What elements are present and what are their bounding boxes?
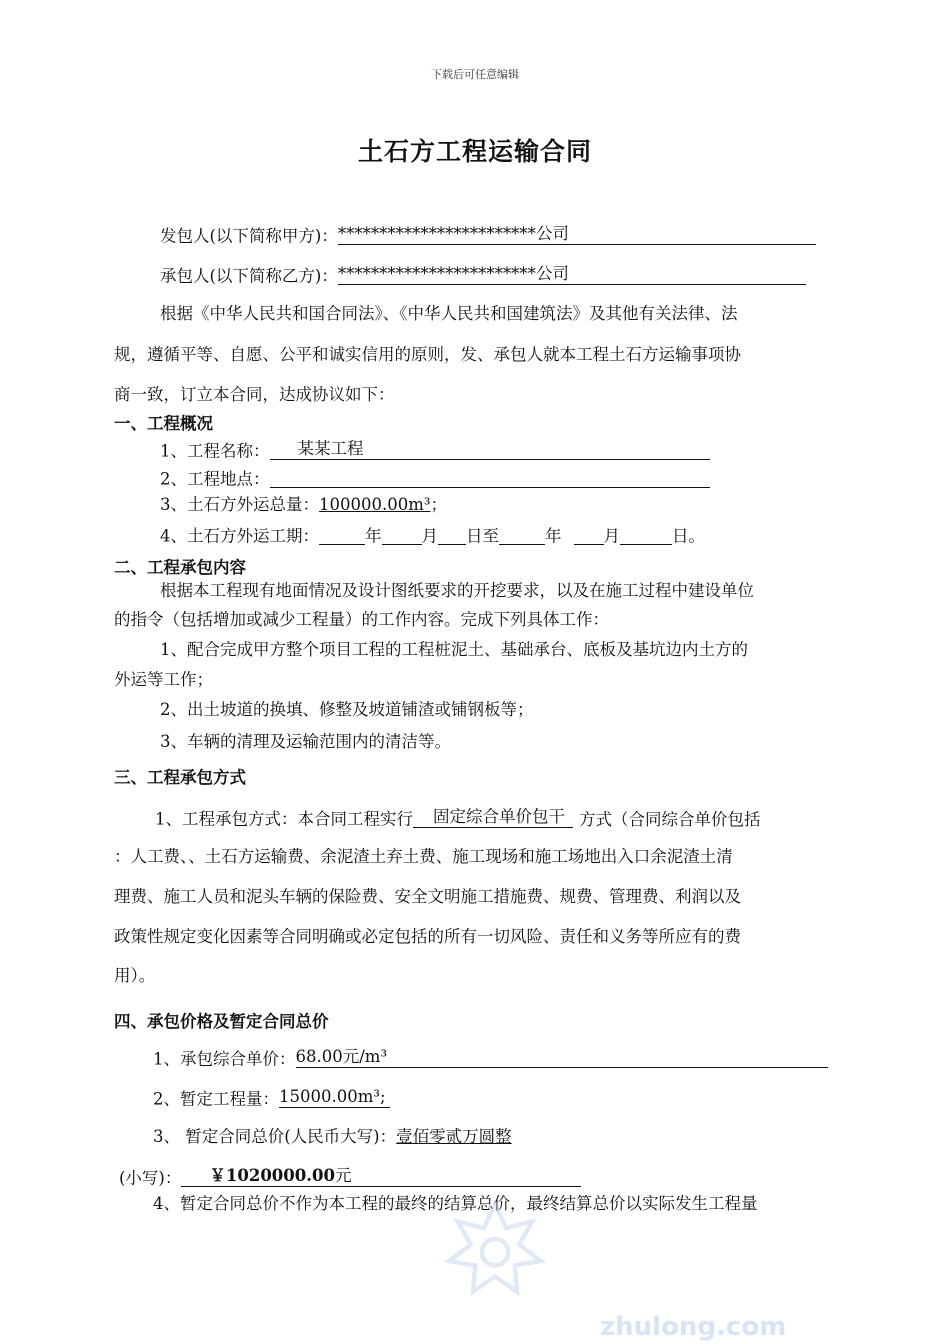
s2-para-line-2: 的指令（包括增加或减少工程量）的工作内容。完成下列具体工作：	[114, 610, 609, 629]
project-name-value: 某某工程	[297, 439, 364, 458]
header-note: 下载后可任意编辑	[431, 68, 519, 81]
total-line	[153, 1129, 512, 1146]
party-a-value-field	[338, 226, 816, 245]
project-name-label: 1、工程名称：	[160, 441, 270, 461]
project-site-field	[270, 469, 710, 488]
intro-line-3: 商一致，订立本合同，达成协议如下：	[114, 385, 395, 404]
quantity-label: 2、暂定工程量：	[153, 1089, 279, 1109]
s2-item1-line-1: 1、配合完成甲方整个项目工程的工程桩泥土、基础承台、底板及基坑边内土方的	[160, 640, 748, 659]
total-label: 3、 暂定合同总价(人民币大写)：	[153, 1127, 397, 1146]
total-small-value: ￥1020000.00	[209, 1166, 335, 1185]
period-end-year-blank	[499, 526, 545, 545]
volume-label: 3、土石方外运总量：	[160, 495, 319, 514]
period-year: 年	[365, 526, 382, 546]
period-year-blank	[319, 526, 365, 545]
period-month: 月	[421, 526, 438, 546]
project-name-field	[270, 441, 710, 460]
s3-line-4: 政策性规定变化因素等合同明确或必定包括的所有一切风险、责任和义务等所应有的费	[114, 927, 741, 946]
total-small-unit: 元	[334, 1166, 352, 1185]
party-b-line	[160, 266, 806, 285]
party-b-value: ************************公司	[337, 264, 569, 283]
s3-line-3: 理费、施工人员和泥头车辆的保险费、安全文明施工措施费、规费、管理费、利润以及	[114, 887, 741, 906]
party-a-line	[160, 226, 816, 245]
contract-mode-field	[413, 809, 573, 828]
volume-line	[160, 497, 447, 514]
period-end-day: 日。	[672, 526, 705, 546]
total-small-line	[119, 1168, 581, 1187]
total-value: 壹佰零贰万圆整	[396, 1127, 512, 1146]
period-label: 4、土石方外运工期：	[160, 526, 319, 546]
party-b-value-field	[338, 266, 806, 285]
quantity-value: 15000.00m³;	[279, 1087, 386, 1106]
party-a-value: ************************公司	[337, 224, 569, 243]
intro-line-2: 规，遵循平等、自愿、公平和诚实信用的原则，发、承包人就本工程土石方运输事项协	[114, 345, 741, 364]
project-name-line	[160, 441, 710, 460]
period-end-day-blank	[620, 526, 672, 545]
total-small-field	[181, 1168, 581, 1187]
quantity-line	[153, 1089, 390, 1108]
volume-end: ；	[430, 495, 447, 514]
party-b-label: 承包人(以下简称乙方)：	[160, 266, 338, 286]
project-site-label: 2、工程地点：	[160, 469, 270, 489]
quantity-field	[279, 1089, 390, 1108]
unit-price-line	[153, 1049, 828, 1068]
s2-item1-line-2: 外运等工作；	[114, 670, 213, 689]
section-3-heading: 三、工程承包方式	[114, 768, 246, 787]
watermark-text: zhulong.com	[600, 1312, 787, 1342]
period-day-to: 日至	[466, 526, 499, 546]
total-small-label: (小写)：	[119, 1168, 182, 1188]
snowflake-logo-icon	[440, 1195, 550, 1305]
project-site-line	[160, 469, 710, 488]
page-title: 土石方工程运输合同	[357, 137, 592, 166]
s3-line-2: ：人工费、、土石方运输费、余泥渣土弃土费、施工现场和施工场地出入口余泥渣土清	[114, 847, 733, 866]
s3-line-1-end: 方式（合同综合单价包括	[579, 809, 761, 829]
s2-item2: 2、出土坡道的换填、修整及坡道铺渣或铺钢板等；	[160, 700, 534, 719]
intro-line-1: 根据《中华人民共和国合同法》、《中华人民共和国建筑法》及其他有关法律、法	[160, 304, 738, 323]
period-end-month: 月	[603, 526, 620, 546]
s4-item4: 4、暂定合同总价不作为本工程的最终的结算总价，最终结算总价以实际发生工程量	[153, 1194, 758, 1213]
volume-value: 100000.00m³	[319, 495, 431, 514]
party-a-label: 发包人(以下简称甲方)：	[160, 226, 338, 246]
unit-price-label: 1、承包综合单价：	[153, 1049, 296, 1069]
period-day-blank	[438, 526, 466, 545]
period-end-month-blank	[574, 526, 604, 545]
section-2-heading: 二、工程承包内容	[114, 558, 246, 577]
s2-para-line-1: 根据本工程现有地面情况及设计图纸要求的开挖要求，以及在施工过程中建设单位	[160, 581, 754, 600]
section-4-heading: 四、承包价格及暂定合同总价	[114, 1012, 329, 1031]
s2-item3: 3、车辆的清理及运输范围内的清洁等。	[160, 732, 451, 751]
period-month-blank	[382, 526, 422, 545]
unit-price-field	[296, 1049, 828, 1068]
contract-mode-value: 固定综合单价包干	[433, 807, 565, 826]
period-end-year: 年	[545, 526, 562, 546]
unit-price-value: 68.00元/m³	[295, 1047, 388, 1066]
period-line	[160, 526, 705, 545]
s3-line-1-start: 1、工程承包方式：本合同工程实行	[155, 809, 413, 829]
s3-line-1	[155, 809, 761, 828]
s3-line-5: 用）。	[114, 966, 156, 985]
section-1-heading: 一、工程概况	[114, 414, 213, 433]
